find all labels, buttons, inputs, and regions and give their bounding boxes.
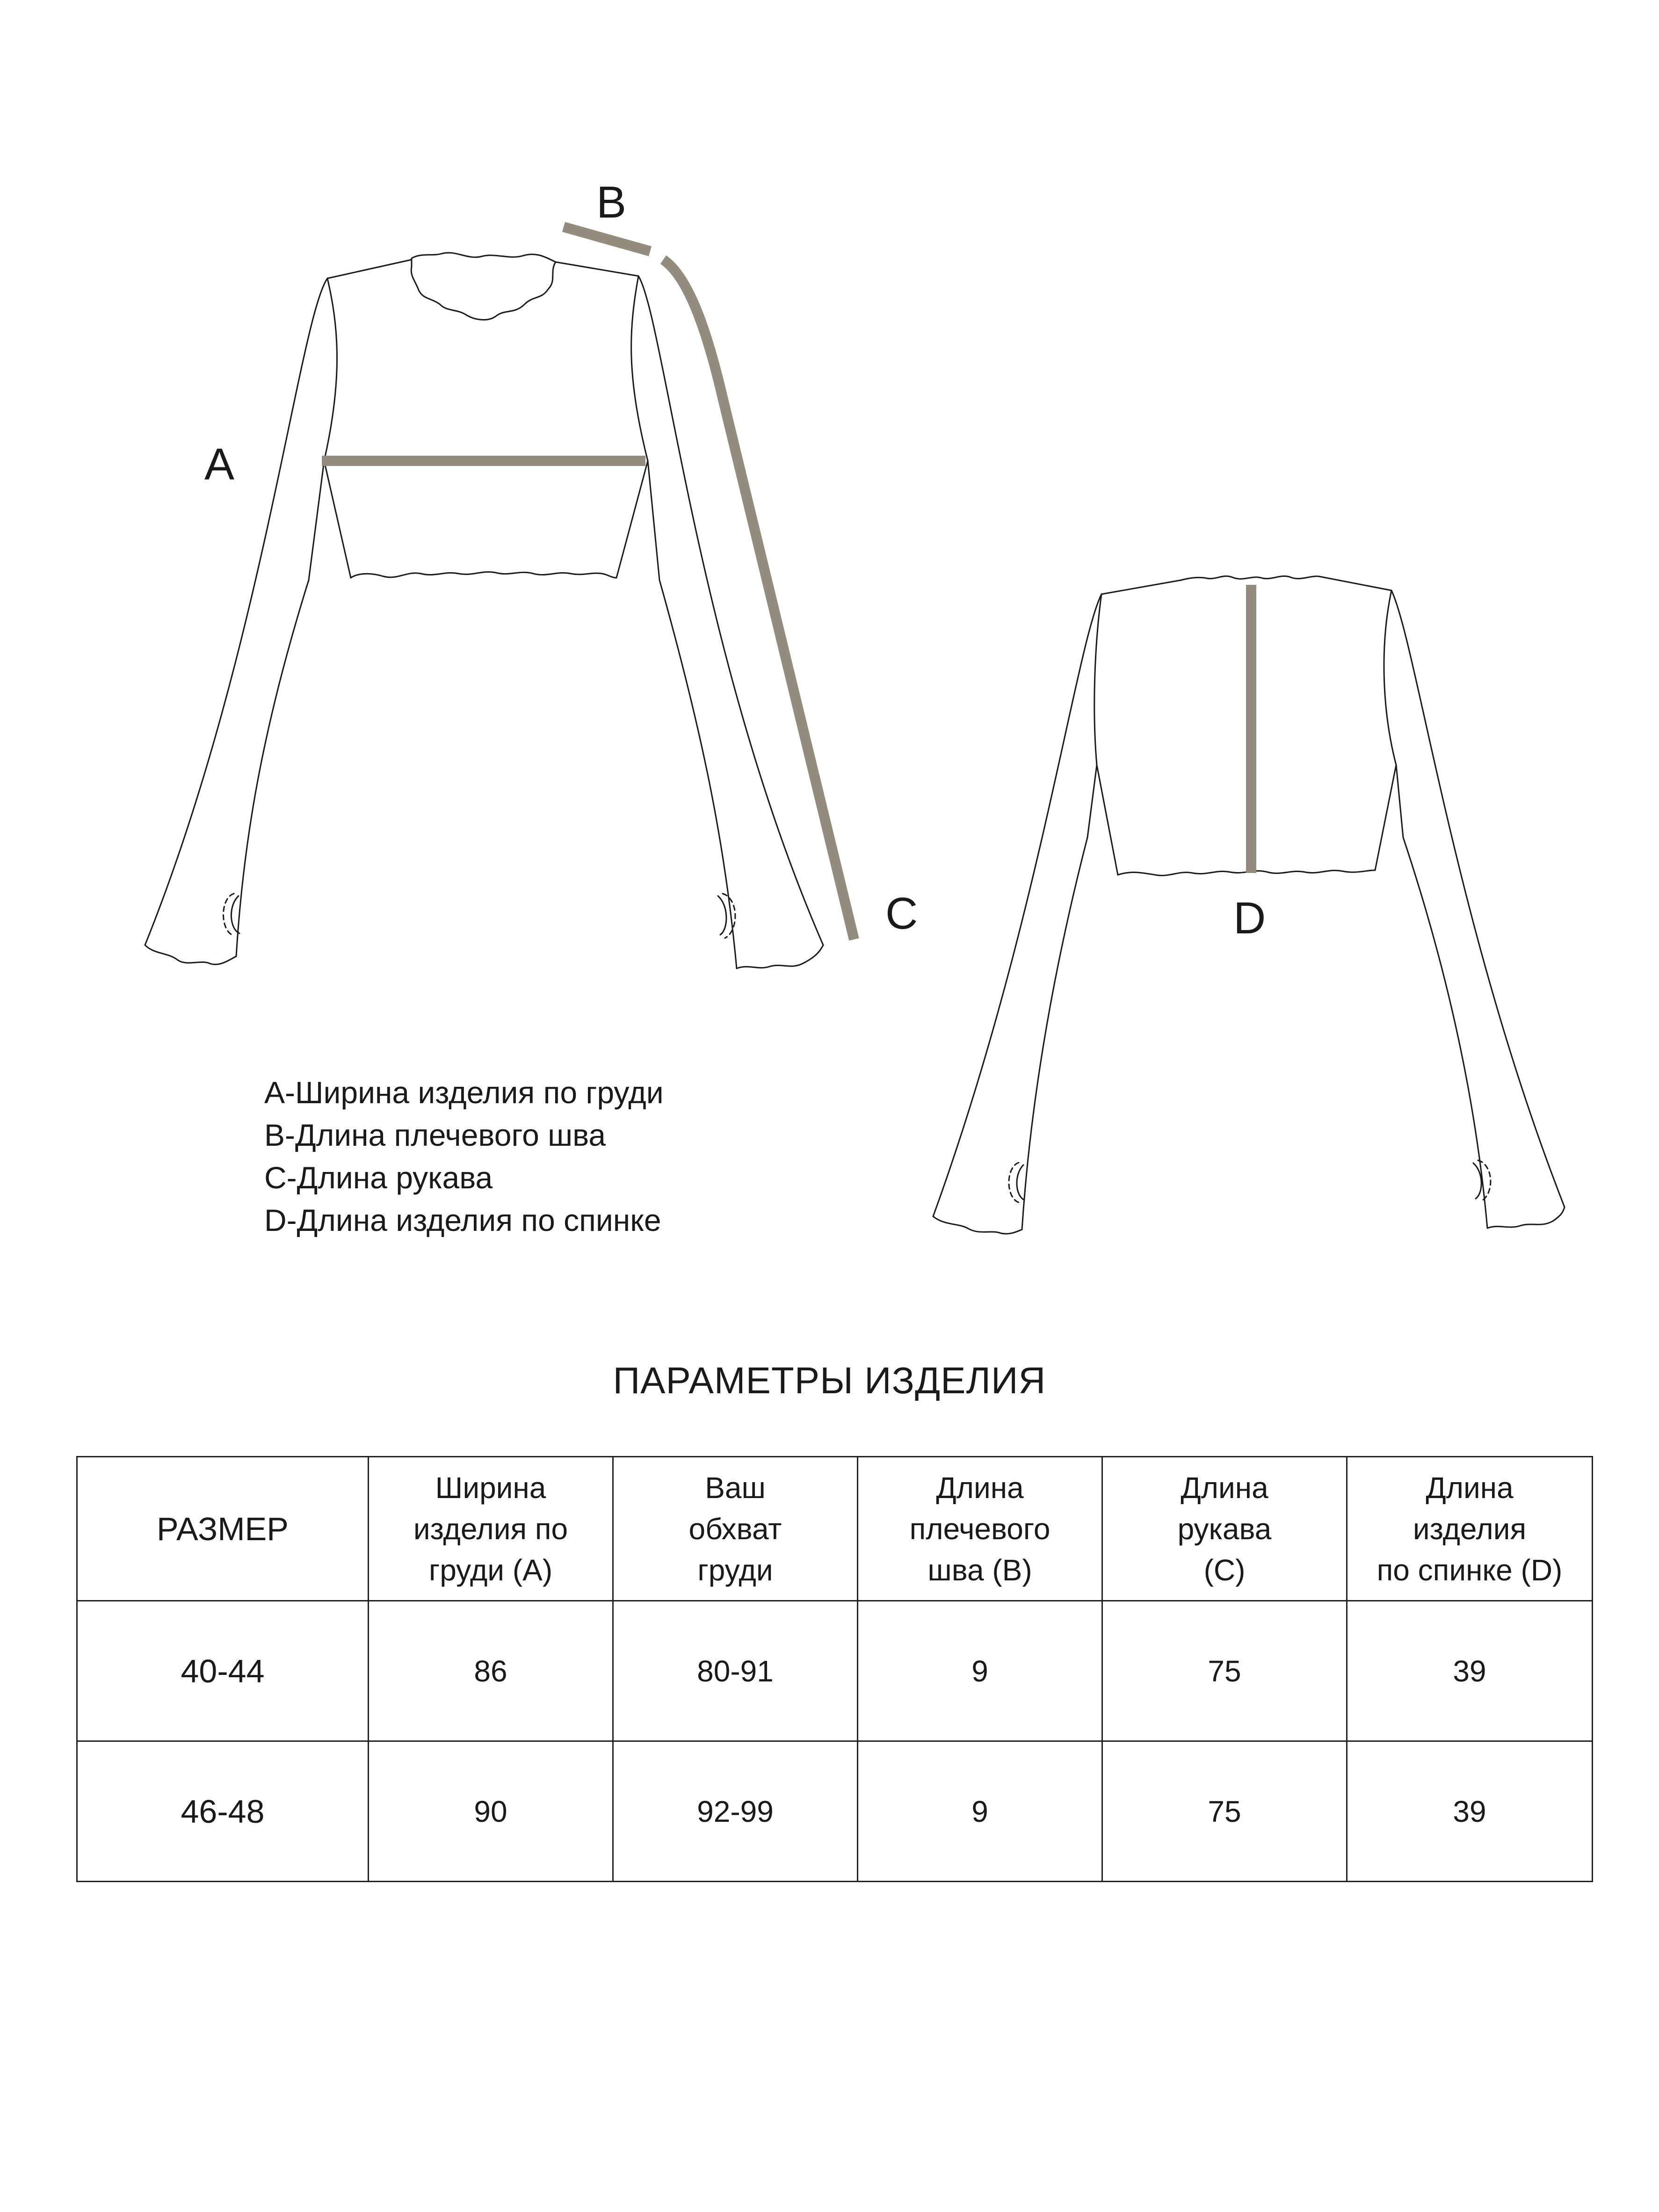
back-sleeve-right-cuff	[1487, 1207, 1565, 1228]
back-armhole-left	[1094, 594, 1101, 765]
label-d: D	[1233, 893, 1266, 943]
cell-chest-girth: 80-91	[613, 1601, 858, 1741]
back-thumbhole-left-arc	[1017, 1165, 1024, 1200]
table-title: ПАРАМЕТРЫ ИЗДЕЛИЯ	[613, 1360, 1046, 1401]
legend-item-d: D-Длина изделия по спинке	[264, 1203, 661, 1237]
front-thumbhole-left	[224, 894, 234, 936]
back-shoulder-right	[1319, 576, 1391, 590]
header-chest-girth	[613, 1457, 858, 1601]
label-a: A	[204, 439, 235, 489]
front-sleeve-right-outer	[638, 276, 823, 945]
measure-line-c	[663, 260, 854, 939]
cell-shoulder-length: 9	[858, 1601, 1102, 1741]
table-row	[77, 1601, 1593, 1741]
label-c: C	[885, 888, 918, 939]
header-sleeve-length-line: Длина	[1181, 1470, 1268, 1505]
back-sleeve-right-inner	[1396, 765, 1487, 1228]
back-body-side-left	[1097, 765, 1118, 875]
back-sleeve-left-inner	[1022, 765, 1097, 1230]
front-body-side-right	[616, 461, 648, 578]
header-shoulder-length	[858, 1457, 1102, 1601]
header-chest-width-line: Ширина	[435, 1470, 546, 1505]
legend-item-a: A-Ширина изделия по груди	[264, 1075, 664, 1110]
header-back-length-line: по спинке (D)	[1376, 1553, 1563, 1587]
header-size-line: РАЗМЕР	[157, 1510, 289, 1547]
header-sleeve-length-line: рукава	[1177, 1512, 1272, 1546]
cell-size: 46-48	[77, 1741, 369, 1882]
front-sleeve-left-cuff	[145, 945, 236, 964]
cell-chest-width: 90	[369, 1741, 613, 1882]
table-row	[77, 1741, 1593, 1882]
cell-shoulder-length: 9	[858, 1741, 1102, 1882]
back-sleeve-left-outer	[933, 594, 1101, 1216]
front-view	[145, 253, 823, 968]
front-sleeve-left-outer	[145, 278, 327, 945]
front-sleeve-left-inner	[236, 461, 324, 956]
label-b: B	[596, 177, 627, 227]
back-body-side-right	[1375, 765, 1396, 870]
cell-back-length: 39	[1347, 1601, 1593, 1741]
header-chest-girth-line: груди	[697, 1553, 773, 1587]
front-sleeve-right-inner	[648, 461, 737, 968]
front-hem	[351, 572, 616, 578]
table-header-row	[77, 1457, 1593, 1601]
header-sleeve-length	[1102, 1457, 1347, 1601]
measurement-legend	[264, 1071, 664, 1242]
back-sleeve-right-outer	[1391, 590, 1565, 1207]
front-armhole-left	[324, 278, 337, 461]
front-armhole-right	[631, 276, 648, 461]
back-armhole-right	[1384, 590, 1396, 765]
cell-sleeve-length: 75	[1102, 1601, 1347, 1741]
front-shoulder-right	[556, 262, 638, 276]
front-sleeve-right-cuff	[737, 945, 823, 968]
back-shoulder-left	[1101, 580, 1181, 594]
header-back-length-line: изделия	[1413, 1512, 1527, 1546]
cell-size: 40-44	[77, 1601, 369, 1741]
back-sleeve-left-cuff	[933, 1216, 1022, 1234]
header-size	[77, 1457, 369, 1601]
cell-sleeve-length: 75	[1102, 1741, 1347, 1882]
header-chest-width-line: груди (A)	[428, 1553, 553, 1587]
back-neckline	[1181, 576, 1319, 580]
header-chest-girth-line: обхват	[688, 1512, 782, 1546]
header-shoulder-length-line: Длина	[936, 1470, 1024, 1505]
cell-back-length: 39	[1347, 1741, 1593, 1882]
front-collar	[411, 253, 556, 320]
front-shoulder-left	[327, 260, 412, 278]
front-thumbhole-right-arc	[718, 896, 726, 935]
size-parameters-table	[76, 1456, 1593, 1882]
header-sleeve-length-line: (C)	[1203, 1553, 1246, 1587]
header-chest-width-line: изделия по	[413, 1512, 568, 1546]
header-chest-girth-line: Ваш	[705, 1470, 766, 1505]
cell-chest-width: 86	[369, 1601, 613, 1741]
legend-item-b: B-Длина плечевого шва	[264, 1118, 606, 1152]
header-shoulder-length-line: шва (B)	[927, 1553, 1032, 1587]
measure-line-b	[564, 227, 650, 251]
cell-chest-girth: 92-99	[613, 1741, 858, 1882]
header-shoulder-length-line: плечевого	[909, 1512, 1050, 1546]
header-chest-width	[369, 1457, 613, 1601]
front-body-side-left	[324, 461, 351, 578]
header-back-length-line: Длина	[1426, 1470, 1514, 1505]
legend-item-c: C-Длина рукава	[264, 1160, 493, 1195]
header-back-length	[1347, 1457, 1593, 1601]
